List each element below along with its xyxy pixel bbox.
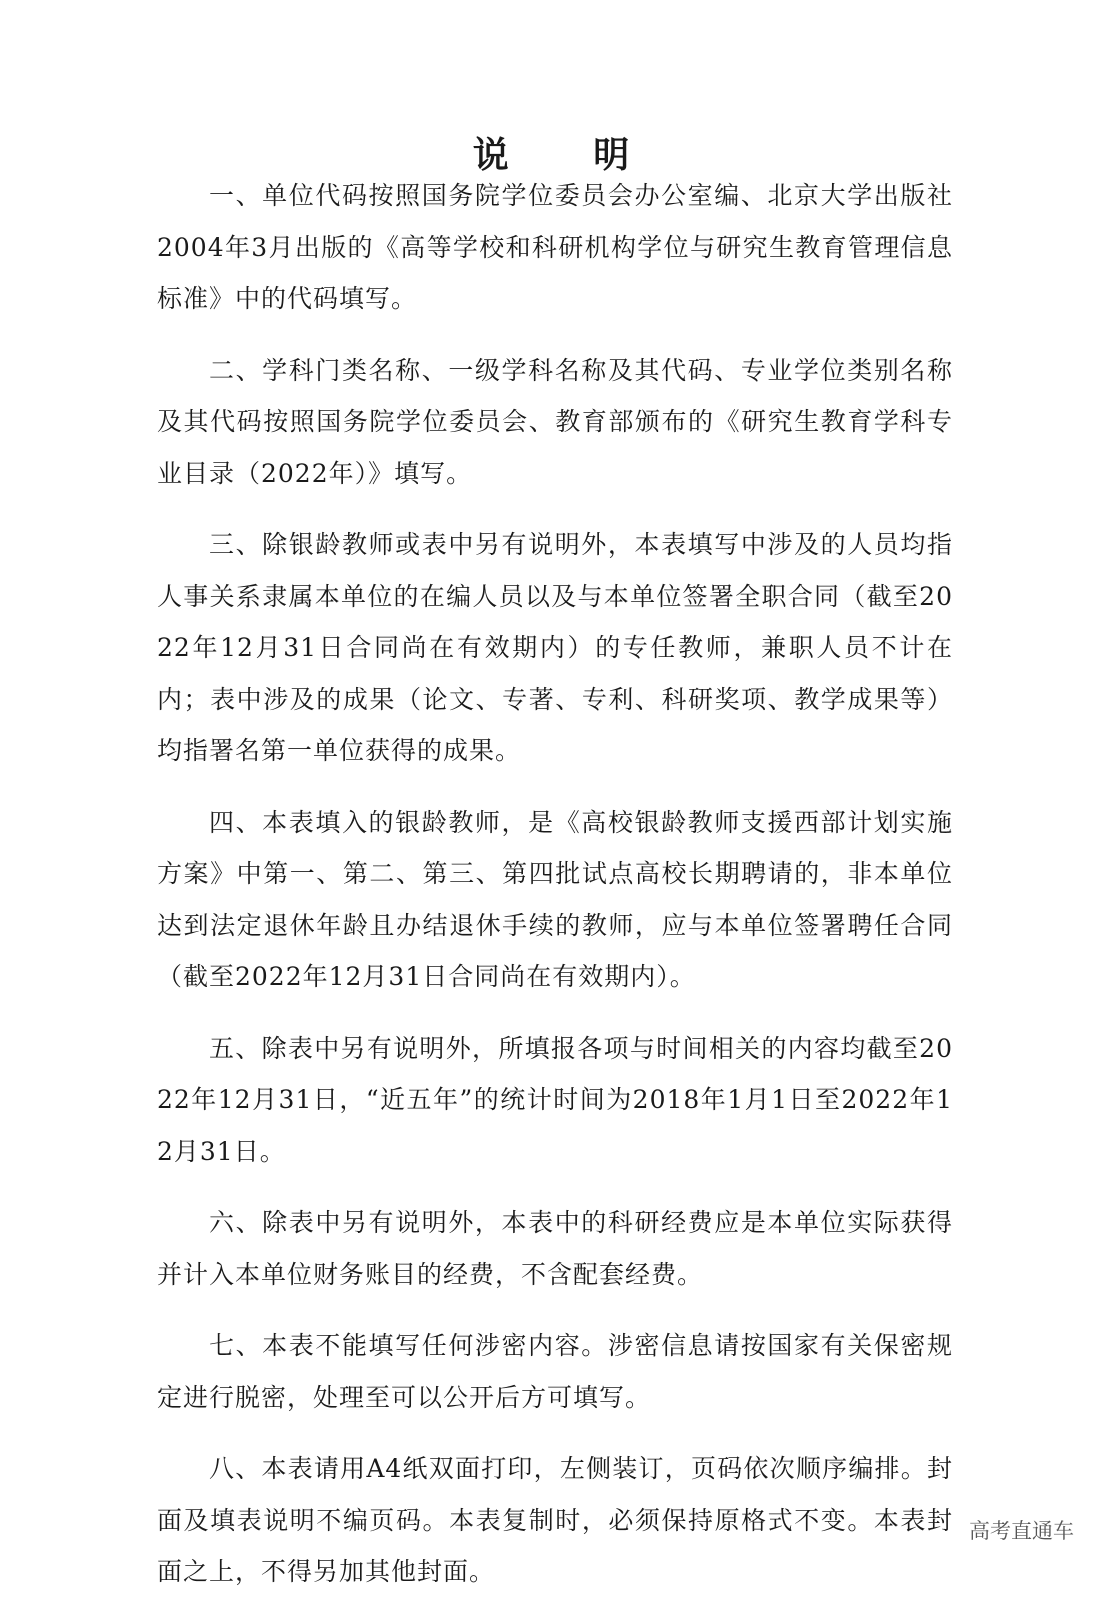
- paragraph-5: 五、除表中另有说明外，所填报各项与时间相关的内容均截至2022年12月31日，“近五年”的统计时间为2018年1月1日至2022年12月31日。: [157, 1033, 953, 1166]
- page-title: 说 明: [472, 134, 666, 176]
- instructions-body: [157, 170, 953, 1598]
- paragraph-2: 二、学科门类名称、一级学科名称及其代码、专业学位类别名称及其代码按照国务院学位委员会、教育部颁布的《研究生教育学科专业目录（2022年）》填写。: [157, 355, 953, 488]
- paragraph-7: 七、本表不能填写任何涉密内容。涉密信息请按国家有关保密规定进行脱密，处理至可以公开后方可填写。: [157, 1331, 953, 1412]
- paragraph-6: 六、除表中另有说明外，本表中的科研经费应是本单位实际获得并计入本单位财务账目的经费，不含配套经费。: [157, 1208, 953, 1289]
- paragraph-3: 三、除银龄教师或表中另有说明外，本表填写中涉及的人员均指人事关系隶属本单位的在编人员以及与本单位签署全职合同（截至2022年12月31日合同尚在有效期内）的专任教师，兼职人员不计在内；表中涉及的成果（论文、专著、专利、科研奖项、教学成果等）均指署名第一单位获得的成果。: [157, 530, 953, 765]
- paragraph-8: 八、本表请用A4纸双面打印，左侧装订，页码依次顺序编排。封面及填表说明不编页码。本表复制时，必须保持原格式不变。本表封面之上，不得另加其他封面。: [157, 1454, 953, 1586]
- paragraph-4: 四、本表填入的银龄教师，是《高校银龄教师支援西部计划实施方案》中第一、第二、第三、第四批试点高校长期聘请的，非本单位达到法定退休年龄且办结退休手续的教师，应与本单位签署聘任合同（截至2022年12月31日合同尚在有效期内）。: [157, 807, 953, 991]
- paragraph-1: 一、单位代码按照国务院学位委员会办公室编、北京大学出版社2004年3月出版的《高等学校和科研机构学位与研究生教育管理信息标准》中的代码填写。: [157, 181, 953, 313]
- watermark-text: 高考直通车: [969, 1519, 1074, 1543]
